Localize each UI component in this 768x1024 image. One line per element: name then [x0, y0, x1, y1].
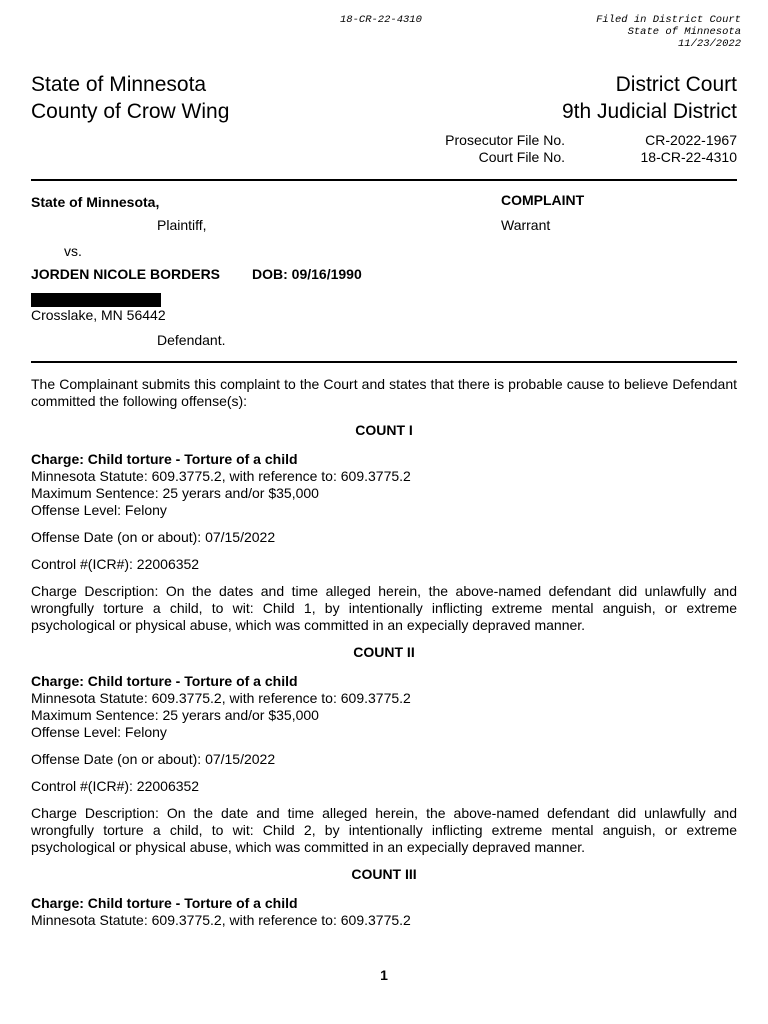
count-1-level: Offense Level: Felony	[31, 502, 167, 518]
defendant-dob: DOB: 09/16/1990	[252, 266, 362, 282]
stamp-case-number: 18-CR-22-4310	[340, 14, 422, 26]
document-type: COMPLAINT	[501, 192, 585, 208]
plaintiff-name: State of Minnesota,	[31, 194, 160, 210]
count-2-sentence: Maximum Sentence: 25 yerars and/or $35,000	[31, 707, 319, 723]
count-3-charge: Charge: Child torture - Torture of a child	[31, 895, 298, 911]
court-heading: District Court	[615, 73, 737, 96]
court-block	[562, 71, 737, 125]
filed-stamp	[596, 14, 741, 50]
filed-stamp-date: 11/23/2022	[677, 38, 741, 50]
count-1-heading: COUNT I	[355, 422, 413, 438]
prosecutor-file-label: Prosecutor File No.	[445, 132, 565, 148]
defendant-address: Crosslake, MN 56442	[31, 307, 166, 323]
count-1-control-number: Control #(ICR#): 22006352	[31, 556, 200, 572]
count-2-description: Charge Description: On the date and time alleged herein, the above-named defendant did unlawfully and wrongfully torture a child, to wit: Child 2, by intentionally inflicting extreme mental anguish, or extreme psychological or physical abuse, which was committed in an expecially depraved manner.	[31, 805, 737, 855]
top-divider	[31, 179, 737, 181]
versus-label: vs.	[64, 243, 82, 259]
filed-stamp-line1: Filed in District Court	[596, 14, 741, 26]
count-2-level: Offense Level: Felony	[31, 724, 167, 740]
defendant-role: Defendant.	[157, 332, 226, 348]
prosecutor-file-value: CR-2022-1967	[645, 132, 737, 148]
intro-paragraph: The Complainant submits this complaint to the Court and states that there is probable cause to believe Defendant committed the following offense(s):	[31, 376, 737, 409]
filed-stamp-line2: State of Minnesota	[627, 26, 741, 38]
redacted-address-bar	[31, 293, 161, 307]
count-2-control-number: Control #(ICR#): 22006352	[31, 778, 200, 794]
state-heading: State of Minnesota	[31, 73, 207, 96]
count-2-offense-date: Offense Date (on or about): 07/15/2022	[31, 751, 276, 767]
count-2-heading: COUNT II	[353, 644, 415, 660]
county-heading: County of Crow Wing	[31, 100, 230, 123]
court-file-value: 18-CR-22-4310	[640, 149, 737, 165]
district-heading: 9th Judicial District	[561, 100, 737, 123]
count-3-statute: Minnesota Statute: 609.3775.2, with reference to: 609.3775.2	[31, 912, 411, 928]
file-number-values	[641, 132, 738, 166]
page-number: 1	[380, 967, 388, 983]
jurisdiction-block	[31, 71, 229, 125]
caption-divider	[31, 361, 737, 363]
file-number-labels	[420, 132, 565, 166]
count-1-description: Charge Description: On the dates and time alleged herein, the above-named defendant did unlawfully and wrongfully torture a child, to wit: Child 1, by intentionally inflicting extreme mental anguish, or extreme psychological or physical abuse, which was committed in an expecially depraved manner.	[31, 583, 737, 633]
court-file-label: Court File No.	[478, 149, 565, 165]
count-2-charge: Charge: Child torture - Torture of a child	[31, 673, 298, 689]
count-1-statute: Minnesota Statute: 609.3775.2, with reference to: 609.3775.2	[31, 468, 411, 484]
count-1-charge: Charge: Child torture - Torture of a child	[31, 451, 298, 467]
count-1-offense-date: Offense Date (on or about): 07/15/2022	[31, 529, 276, 545]
count-3-heading: COUNT III	[351, 866, 417, 882]
count-2-statute: Minnesota Statute: 609.3775.2, with reference to: 609.3775.2	[31, 690, 411, 706]
document-subtype: Warrant	[501, 217, 551, 233]
plaintiff-role: Plaintiff,	[157, 217, 207, 233]
count-1-sentence: Maximum Sentence: 25 yerars and/or $35,000	[31, 485, 319, 501]
complaint-body	[31, 376, 737, 929]
defendant-name: JORDEN NICOLE BORDERS	[31, 266, 221, 282]
